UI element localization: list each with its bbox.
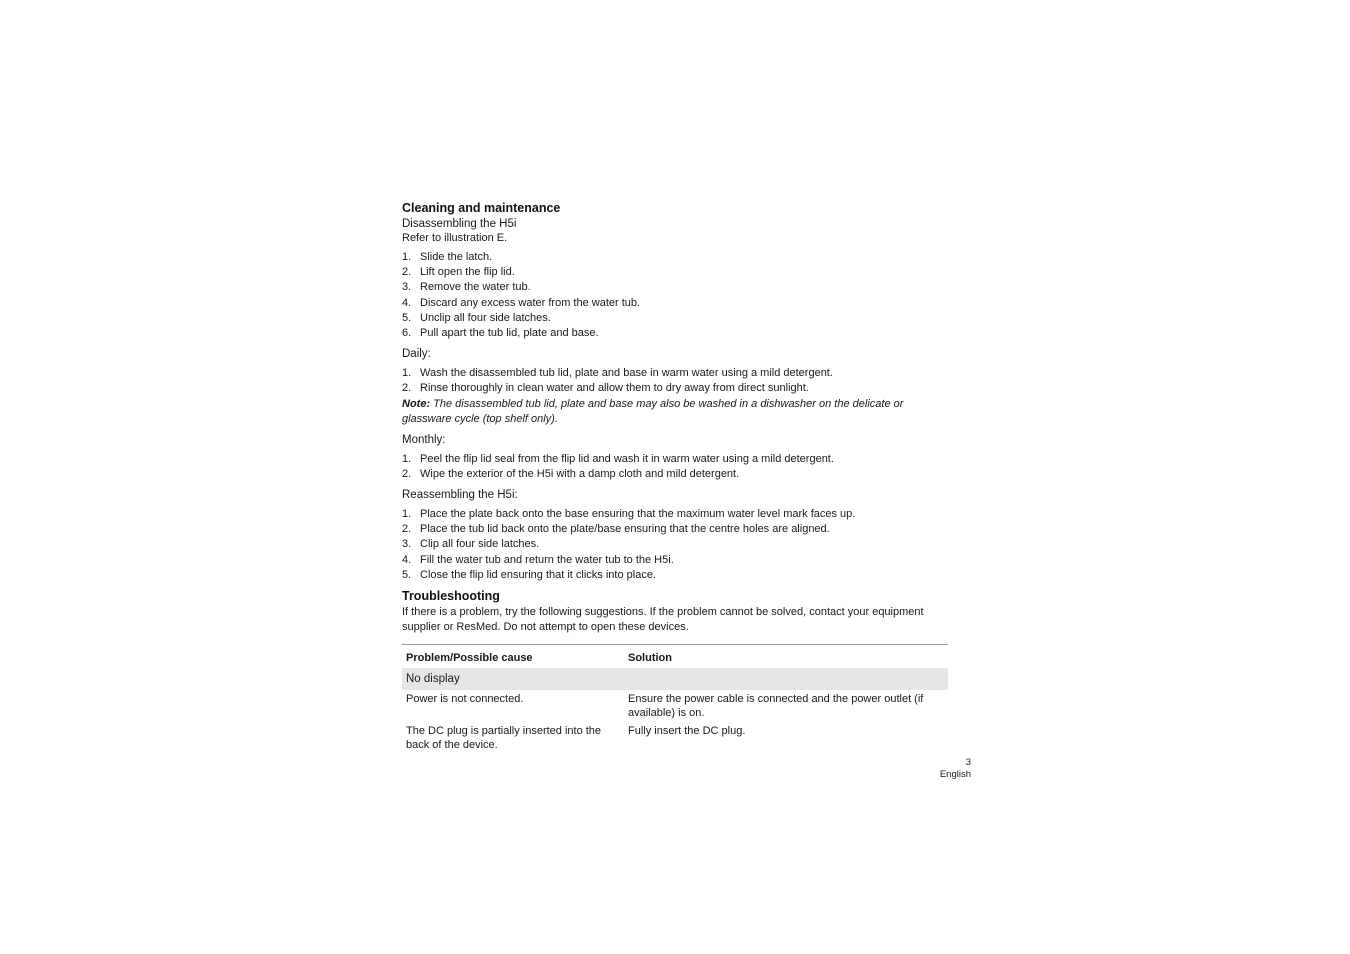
section-title-troubleshooting: Troubleshooting [402,589,500,604]
column-header-solution: Solution [628,652,672,665]
daily-label: Daily: [402,348,431,361]
list-item: 5. Unclip all four side latches. [402,311,551,324]
solution-cell: Ensure the power cable is connected and the power outlet (if available) is on. [628,693,924,720]
list-item: 1. Wash the disassembled tub lid, plate and base in warm water using a mild detergent. [402,367,833,380]
list-item: 3. Remove the water tub. [402,281,531,294]
page-footer [940,757,971,781]
reassembling-label: Reassembling the H5i: [402,489,518,502]
section-title-cleaning: Cleaning and maintenance [402,201,561,215]
list-item: 6. Pull apart the tub lid, plate and base. [402,327,599,340]
list-item: 2. Wipe the exterior of the H5i with a damp cloth and mild detergent. [402,467,740,480]
table-header-row [402,645,948,669]
language-label: English [939,769,971,780]
list-item: 4. Discard any excess water from the water tub. [402,296,641,309]
list-item: 2. Place the tub lid back onto the plate/base ensuring that the centre holes are aligned. [402,523,830,536]
daily-note [402,397,948,427]
monthly-steps-list [402,452,948,482]
list-item: 4. Fill the water tub and return the water tub to the H5i. [402,553,674,566]
table-row [402,722,948,754]
reassembling-steps-list [402,507,948,583]
solution-cell: Fully insert the DC plug. [628,725,746,738]
list-item: 2. Rinse thoroughly in clean water and allow them to dry away from direct sunlight. [402,382,809,395]
monthly-label: Monthly: [402,433,446,446]
troubleshooting-intro: If there is a problem, try the following suggestions. If the problem cannot be solved, contact your equipment supplier or ResMed. Do not attempt to open these devices. [402,606,924,634]
problem-cell: Power is not connected. [406,693,524,706]
group-label: No display [402,668,948,690]
document-page [402,200,948,754]
table-row [402,690,948,722]
note-text: The disassembled tub lid, plate and base may also be washed in a dishwasher on the delicate or glassware cycle (top shelf only). [402,397,904,425]
daily-steps-list [402,366,948,396]
subheading-disassembling: Disassembling the H5i [402,218,517,230]
problem-cell: The DC plug is partially inserted into the back of the device. [406,725,602,752]
list-item: 1. Slide the latch. [402,251,493,263]
column-header-problem: Problem/Possible cause [406,652,533,665]
intro-text: Refer to illustration E. [402,232,508,244]
list-item: 1. Peel the flip lid seal from the flip lid and wash it in warm water using a mild detergent. [402,452,834,465]
list-item: 3. Clip all four side latches. [402,538,540,551]
list-item: 5. Close the flip lid ensuring that it clicks into place. [402,568,657,581]
list-item: 2. Lift open the flip lid. [402,266,515,279]
list-item: 1. Place the plate back onto the base ensuring that the maximum water level mark faces up. [402,508,856,521]
disassembly-steps-list [402,250,948,341]
table-group-row [402,668,948,690]
page-number: 3 [965,757,971,768]
troubleshooting-table [402,644,948,754]
note-label: Note: [402,397,431,410]
